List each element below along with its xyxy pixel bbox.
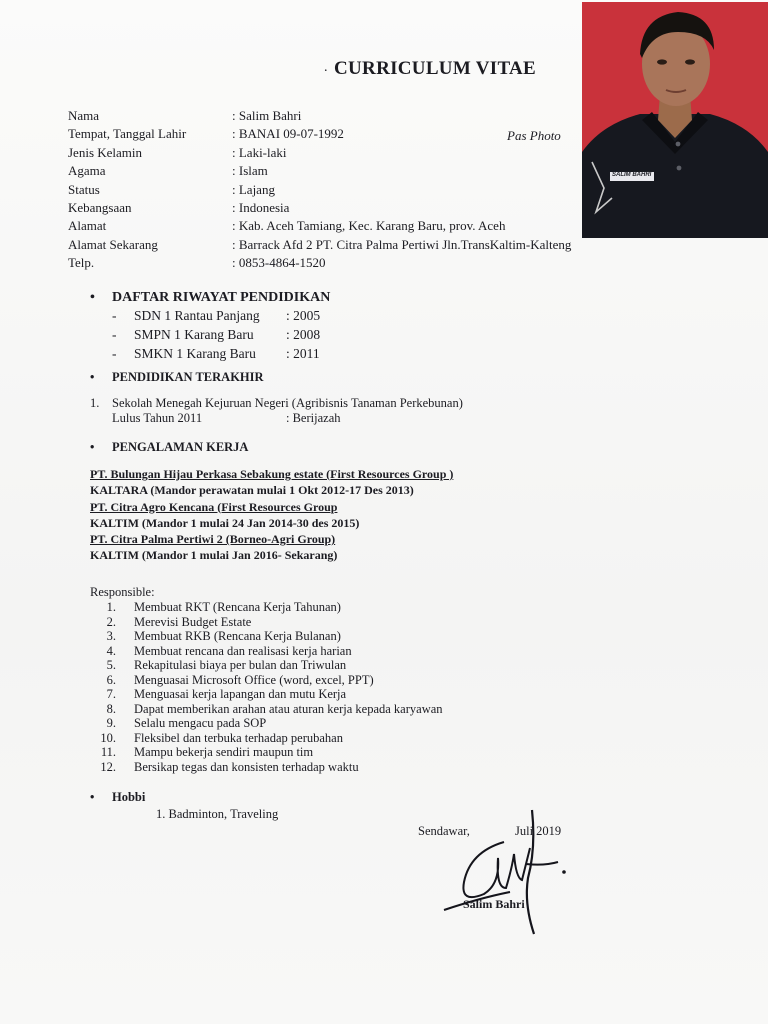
- signature-place: Sendawar,: [418, 824, 470, 838]
- shirt-name-tag: SALIM BAHRI: [612, 172, 652, 178]
- bullet-icon: •: [90, 790, 95, 804]
- responsible-title: Responsible:: [90, 585, 155, 599]
- work-detail: KALTARA (Mandor perawatan mulai 1 Okt 2012-17 Des 2013): [90, 483, 414, 498]
- work-company: PT. Bulungan Hijau Perkasa Sebakung estate (First Resources Group ): [90, 467, 454, 481]
- work-detail: KALTIM (Mandor 1 mulai Jan 2016- Sekarang): [90, 548, 338, 563]
- signature-name: Salim Bahri: [463, 897, 525, 911]
- cv-page: . CURRICULUM VITAE SALIM BAHRI Pas Photo Nama : Salim Bahri Tempat, Tanggal Lahir : BANAI 09-07-1992 Jenis Kelamin : Laki-laki Agama : Islam Status : Lajang Kebangsaan : Indonesia Alamat : Kab. Aceh Tamiang, Kec. Karang Baru, prov. Aceh Alamat Sekarang : Barrack Afd 2 PT. Citra Palma Pertiwi Jln.TransKaltim-Kalteng Telp. : 0853-4864-1520 • DAFTAR RIWAYAT PENDIDIKAN - SDN 1 Rantau Panjang : 2005 - SMPN 1 Karang Baru : 2008 - SMKN 1 Karang Baru : 2011 • PENDIDIKAN TERAKHIR 1. Sekolah Menegah Kejuruan Negeri (Agribisnis Tanaman Perkebunan) Lulus Tahun 2011 : Berijazah • PENGALAMAN KERJA PT. Bulungan Hijau Perkasa Sebakung estate (First Resources Group ) KALTARA (Mandor perawatan mulai 1 Okt 2012-17 Des 2013) PT. Citra Agro Kencana (First Resources Group KALTIM (Mandor 1 mulai 24 Jan 2014-30 des 2015) PT. Citra Palma Pertiwi 2 (Borneo-Agri Group) KALTIM (Mandor 1 mulai Jan 2016- Sekarang) Responsible: 1. Membuat RKT (Rencana Kerja Tahunan) 2. Merevisi Budget Estate 3. Membuat RKB (Rencana Kerja Bulanan) 4. Membuat rencana dan realisasi kerja harian 5. Rekapitulasi biaya per bulan dan Triwulan 6. Menguasai Microsoft Office (word, excel, PPT) 7. Menguasai kerja lapangan dan mutu Kerja 8. Dapat memberikan arahan atau aturan kerja kepada karyawan 9. Selalu mengacu pada SOP 10. Fleksibel dan terbuka terhadap perubahan 11. Mampu bekerja sendiri maupun tim 12. Bersikap tegas dan konsisten terhadap waktu • Hobbi 1. Badminton, Traveling Sendawar, Juli 2019 Salim Bahri: [0, 0, 768, 1024]
- document-title: CURRICULUM VITAE: [334, 58, 537, 79]
- hobby-item: 1. Badminton, Traveling: [156, 807, 279, 821]
- work-detail: KALTIM (Mandor 1 mulai 24 Jan 2014-30 des 2015): [90, 515, 360, 530]
- photo-caption: Pas Photo: [507, 128, 561, 143]
- work-company: PT. Citra Palma Pertiwi 2 (Borneo-Agri Group): [90, 532, 336, 547]
- bullet-icon: •: [90, 370, 95, 384]
- work-experience: [90, 467, 453, 565]
- bullet-icon: •: [90, 290, 95, 305]
- portrait-illustration: [582, 2, 768, 238]
- handwritten-signature: [440, 808, 580, 938]
- profile-photo: [582, 2, 768, 238]
- bullet-icon: •: [90, 440, 95, 454]
- work-company: PT. Citra Agro Kencana (First Resources Group: [90, 499, 338, 514]
- signature-date: Juli 2019: [515, 824, 562, 838]
- title-dot: .: [324, 60, 328, 75]
